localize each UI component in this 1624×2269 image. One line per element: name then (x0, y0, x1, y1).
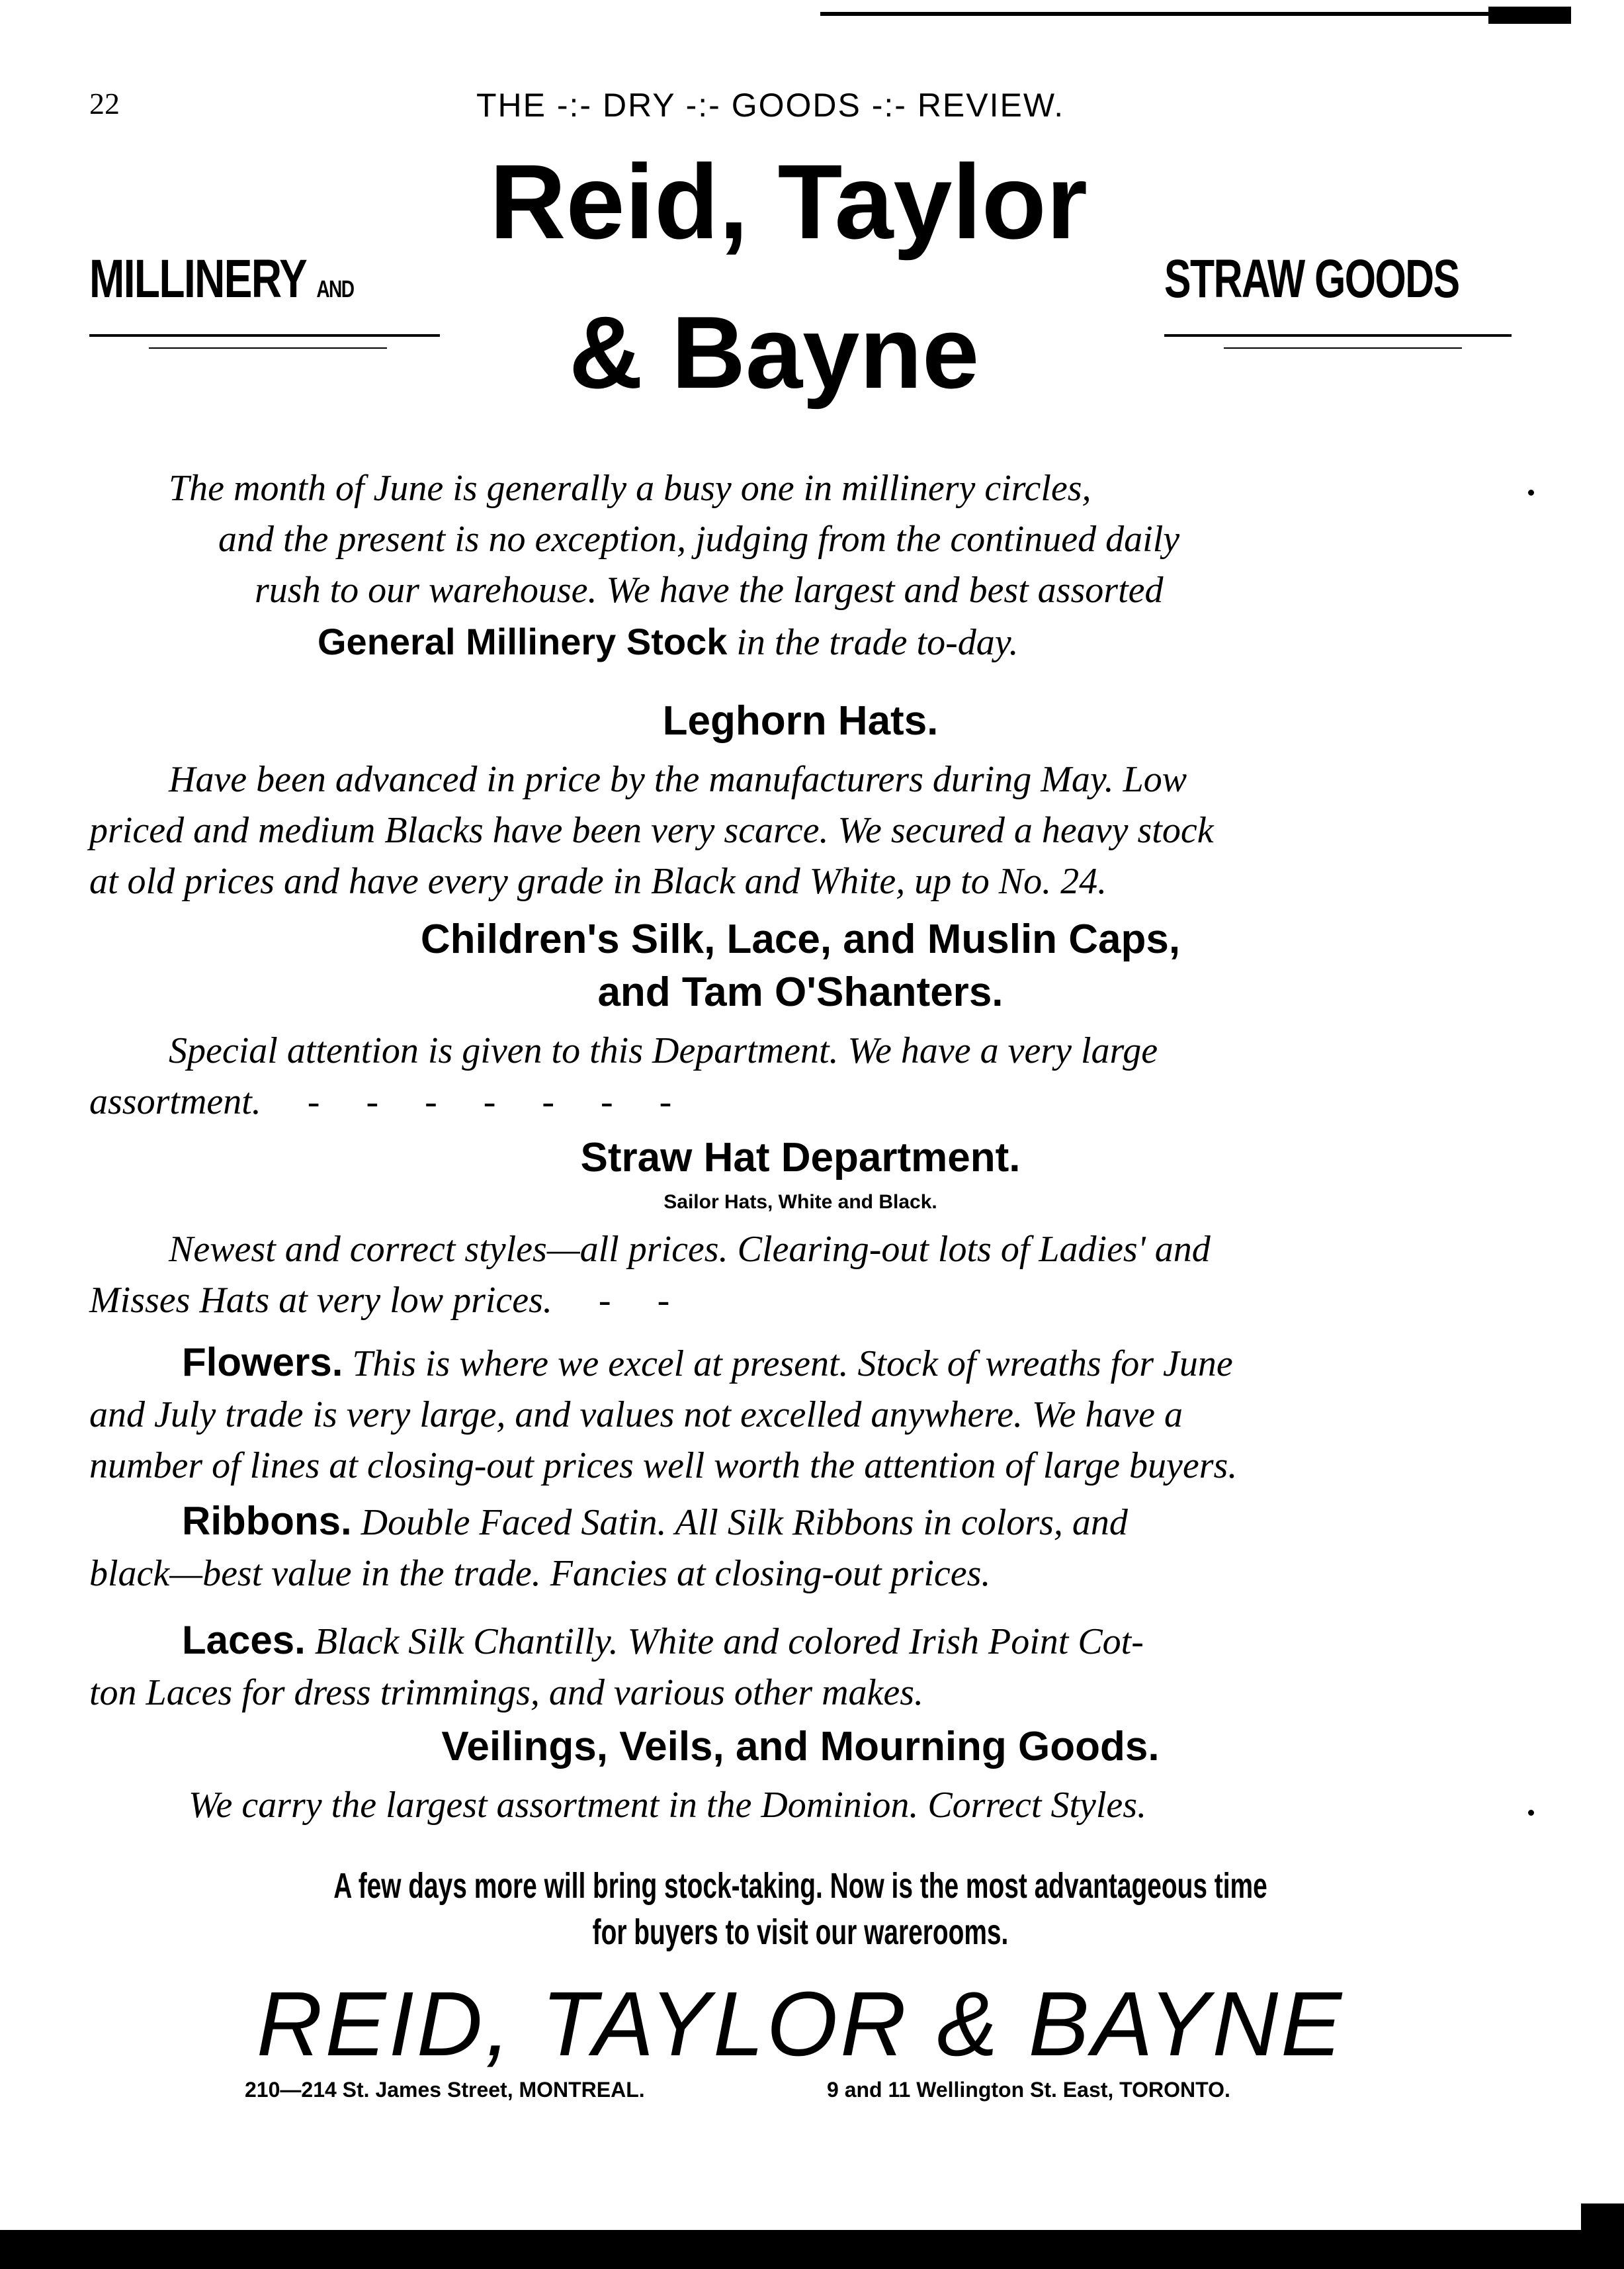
print-speck (1528, 490, 1534, 496)
side-right-underline-thin (1224, 347, 1462, 349)
childrens-line: Special attention is given to this Department. We have a very large (169, 1030, 1158, 1071)
masthead: THE -:- DRY -:- GOODS -:- REVIEW. (476, 87, 1065, 124)
childrens-heading-line1: Children's Silk, Lace, and Muslin Caps, (420, 916, 1181, 962)
notice-line: A few days more will bring stock-taking. Now is the most advantageous time (333, 1866, 1267, 1906)
childrens-line: assortment. - - - - - - - (89, 1081, 672, 1122)
company-title-line2: & Bayne (569, 295, 980, 410)
bottom-rule-edge (1581, 2203, 1624, 2230)
intro-paragraph (89, 463, 1512, 668)
side-heading-left-small: AND (316, 275, 354, 302)
straw-line: Misses Hats at very low prices. - - (89, 1280, 670, 1321)
side-right-underline (1164, 334, 1512, 337)
leghorn-line: at old prices and have every grade in Black and White, up to No. 24. (89, 861, 1107, 902)
page-number: 22 (89, 87, 120, 120)
ribbons-paragraph (89, 1495, 1512, 1599)
ribbons-text: Double Faced Satin. All Silk Ribbons in colors, and (361, 1502, 1128, 1543)
side-heading-left-main: MILLINERY (89, 249, 306, 309)
laces-paragraph (89, 1615, 1512, 1718)
flowers-text: This is where we excel at present. Stock of wreaths for June (352, 1343, 1233, 1384)
address-toronto: 9 and 11 Wellington St. East, TORONTO. (827, 2078, 1230, 2102)
veilings-paragraph (89, 1780, 1512, 1831)
childrens-heading (89, 913, 1512, 1019)
notice-line: for buyers to visit our warerooms. (592, 1912, 1009, 1952)
print-speck (1528, 1810, 1534, 1816)
ribbons-line (89, 1495, 1512, 1548)
top-rule-end (1488, 7, 1571, 24)
leghorn-line: Have been advanced in price by the manufacturers during May. Low (169, 759, 1187, 800)
intro-line: The month of June is generally a busy one in millinery circles, (169, 468, 1091, 509)
intro-bold: General Millinery Stock (318, 621, 728, 662)
straw-paragraph (89, 1224, 1512, 1326)
veilings-line: We carry the largest assortment in the Dominion. Correct Styles. (189, 1785, 1147, 1826)
top-rule (820, 12, 1568, 16)
flowers-line: and July trade is very large, and values not excelled anywhere. We have a (89, 1394, 1183, 1435)
flowers-line (89, 1337, 1512, 1390)
side-heading-left (89, 248, 353, 310)
intro-line: rush to our warehouse. We have the largest and best assorted (255, 570, 1164, 611)
ribbons-line: black—best value in the trade. Fancies at closing-out prices. (89, 1553, 991, 1594)
side-heading-right: STRAW GOODS (1164, 249, 1459, 309)
stocktaking-notice (288, 1863, 1312, 1955)
intro-line (89, 616, 1512, 668)
flowers-label: Flowers. (182, 1340, 343, 1384)
leghorn-line: priced and medium Blacks have been very scarce. We secured a heavy stock (89, 810, 1214, 851)
straw-heading: Straw Hat Department. (580, 1135, 1021, 1180)
straw-subheading: Sailor Hats, White and Black. (663, 1191, 937, 1213)
leghorn-paragraph (89, 754, 1512, 907)
childrens-paragraph (89, 1026, 1512, 1128)
flowers-paragraph (89, 1337, 1512, 1491)
company-title-line1: Reid, Taylor (490, 142, 1088, 261)
straw-line: Newest and correct styles—all prices. Clearing-out lots of Ladies' and (169, 1229, 1211, 1270)
flowers-line: number of lines at closing-out prices well worth the attention of large buyers. (89, 1445, 1238, 1486)
laces-line: ton Laces for dress trimmings, and various other makes. (89, 1672, 924, 1713)
intro-line: and the present is no exception, judging from the continued daily (218, 519, 1180, 560)
veilings-heading: Veilings, Veils, and Mourning Goods. (441, 1724, 1160, 1769)
laces-text: Black Silk Chantilly. White and colored Irish Point Cot- (314, 1621, 1144, 1662)
side-left-underline-thin (149, 347, 387, 349)
footer-company-name: REID, TAYLOR & BAYNE (256, 1973, 1345, 2075)
address-montreal: 210—214 St. James Street, MONTREAL. (245, 2078, 645, 2102)
intro-rest: in the trade to-day. (736, 622, 1019, 663)
laces-label: Laces. (182, 1618, 306, 1662)
ribbons-label: Ribbons. (182, 1499, 352, 1543)
laces-line (89, 1615, 1512, 1668)
childrens-heading-line2: and Tam O'Shanters. (597, 969, 1004, 1015)
bottom-rule (0, 2230, 1624, 2269)
leghorn-heading: Leghorn Hats. (662, 698, 939, 744)
side-left-underline (89, 334, 440, 337)
